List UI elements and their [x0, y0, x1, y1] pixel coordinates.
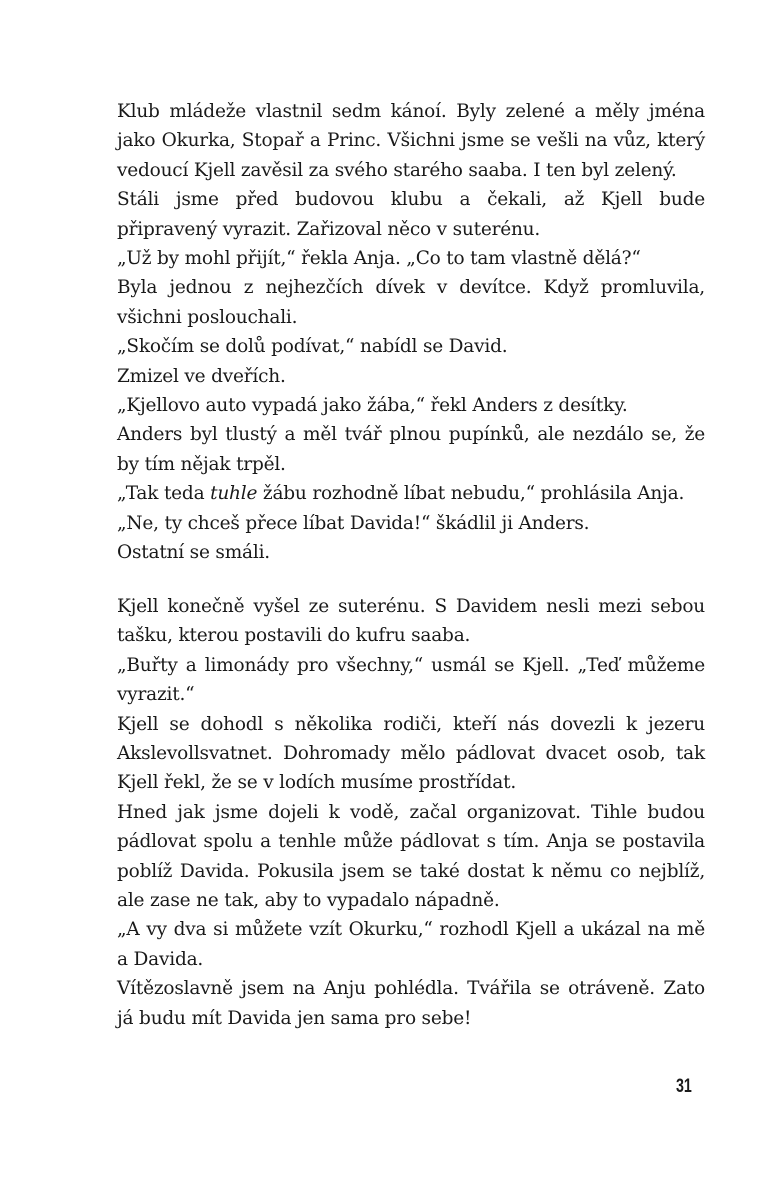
paragraph: Zmizel ve dveřích.	[117, 365, 286, 387]
paragraph: Stáli jsme před budovou klubu a čekali, až Kjell bude připravený vyrazit. Zařizoval něco v suterénu.	[117, 189, 705, 240]
paragraph: Anders byl tlustý a měl tvář plnou pupínků, ale nezdálo se, že by tím nějak trpěl.	[117, 424, 705, 475]
paragraph: „Buřty a limonády pro všechny,“ usmál se Kjell. „Teď můžeme vyrazit.“	[117, 654, 705, 706]
page-number: 31	[676, 1076, 692, 1097]
text-section-2	[117, 592, 705, 1033]
paragraph: Kjell konečně vyšel ze suterénu. S Davidem nesli mezi sebou tašku, kterou postavili do kufru saaba.	[117, 596, 705, 647]
paragraph: „Kjellovo auto vypadá jako žába,“ řekl Anders z desítky.	[117, 395, 628, 417]
paragraph: „A vy dva si můžete vzít Okurku,“ rozhodl Kjell a ukázal na mě a Davida.	[117, 919, 705, 970]
paragraph: Kjell se dohodl s několika rodiči, kteří nás dovezli k jezeru Akslevollsvatnet. Dohromady mělo pádlovat dvacet osob, tak Kjell řekl, že se v lodích musíme prostřídat.	[117, 713, 705, 794]
paragraph: „Skočím se dolů podívat,“ nabídl se David.	[117, 336, 508, 358]
italic-word: tuhle	[210, 483, 258, 505]
paragraph: Byla jednou z nejhezčích dívek v devítce. Když promluvila, všichni poslouchali.	[117, 277, 705, 328]
paragraph: Ostatní se smáli.	[117, 542, 270, 564]
paragraph: Klub mládeže vlastnil sedm kánoí. Byly zelené a měly jména jako Okurka, Stopař a Princ. Všichni jsme se vešli na vůz, který vedoucí Kjell zavěsil za svého starého saaba. I ten byl zelený.	[117, 101, 705, 181]
text-section-1	[117, 97, 705, 568]
paragraph: „Ne, ty chceš přece líbat Davida!“ škádlil ji Anders.	[117, 512, 590, 534]
paragraph: „Už by mohl přijít,“ řekla Anja. „Co to tam vlastně dělá?“	[117, 248, 641, 270]
paragraph-text: „Tak teda	[117, 483, 211, 505]
paragraph: Hned jak jsme dojeli k vodě, začal organizovat. Tihle budou pádlovat spolu a tenhle může pádlovat s tím. Anja se postavila poblíž Davida. Pokusila jsem se také dostat k němu co nejblíž, ale zase ne tak, aby to vypadalo nápadně.	[117, 801, 705, 912]
paragraph	[117, 479, 705, 508]
paragraph-text: žábu rozhodně líbat nebudu,“ prohlásila Anja.	[257, 483, 685, 505]
paragraph: Vítězoslavně jsem na Anju pohlédla. Tvářila se otráveně. Zato já budu mít Davida jen sama pro sebe!	[117, 978, 705, 1029]
